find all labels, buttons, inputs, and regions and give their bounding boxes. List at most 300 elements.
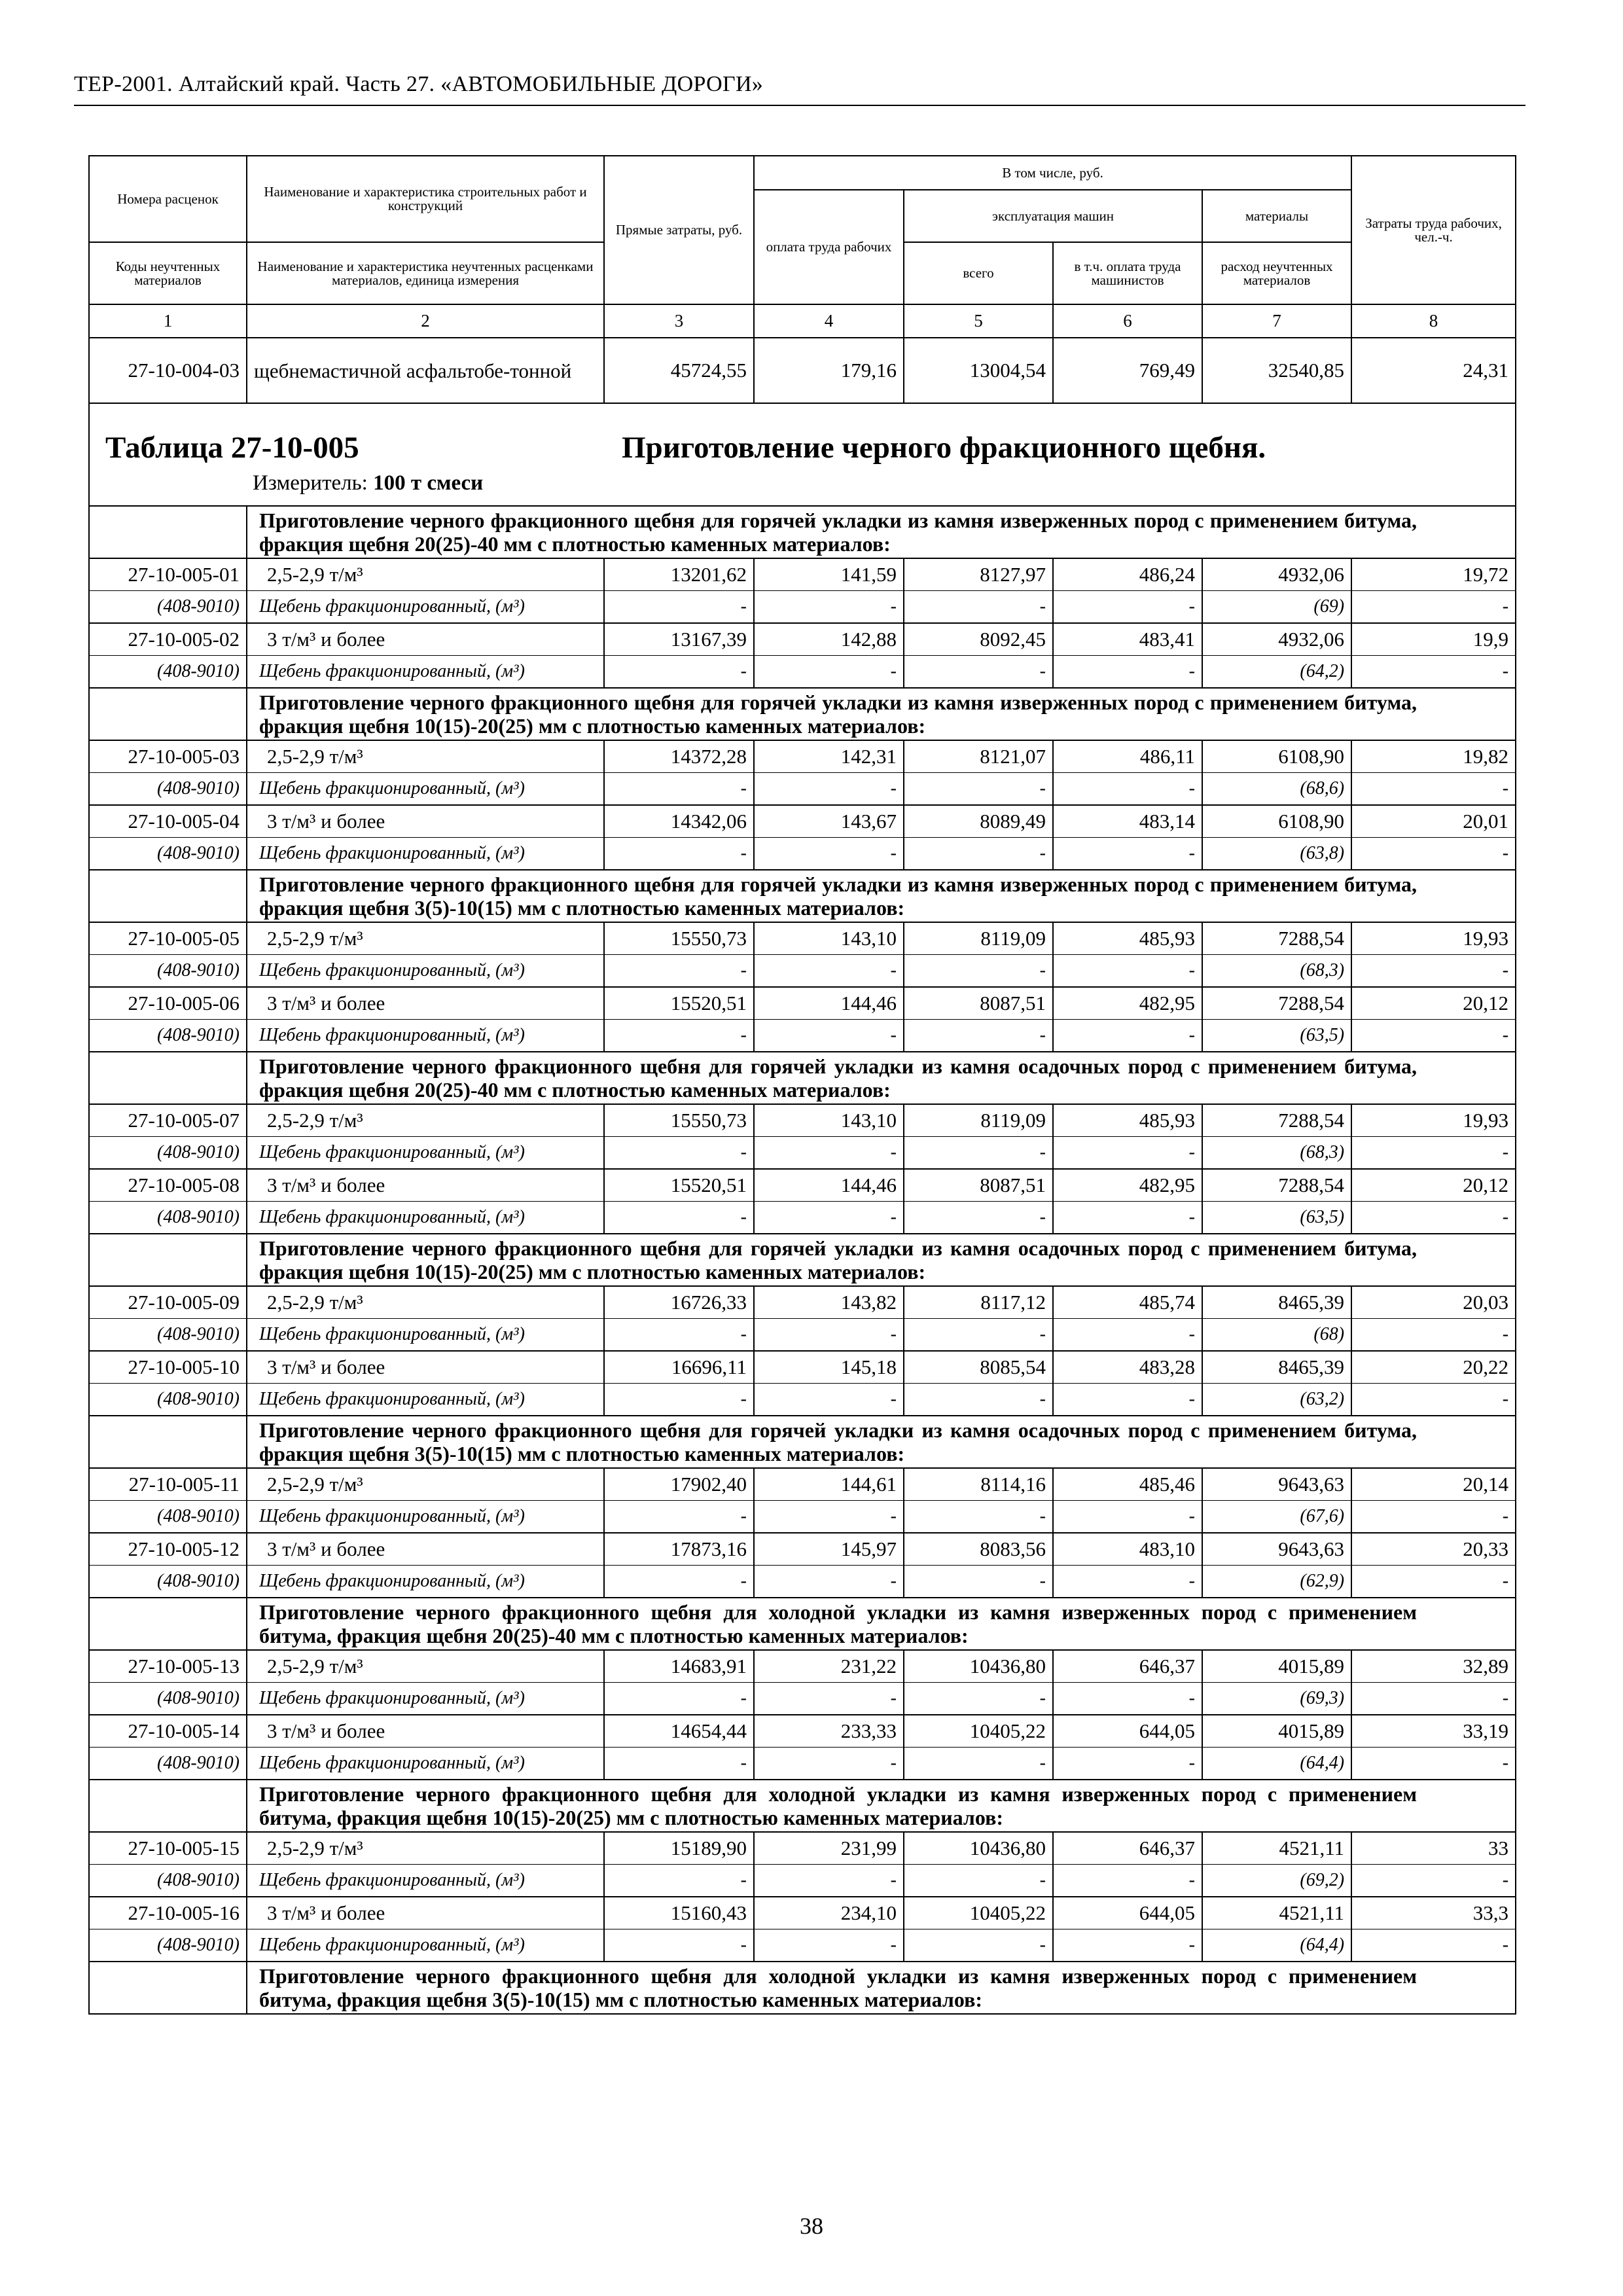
materials-cost: 7288,54 [1202,1169,1351,1202]
material-dash: - [904,1202,1053,1234]
machines-wages-cost: 483,28 [1053,1351,1202,1384]
col-machines-total: всего [904,242,1053,304]
materials-cost: 8465,39 [1202,1351,1351,1384]
wages-cost: 233,33 [754,1715,904,1748]
section-row [89,1780,1516,1832]
material-name: Щебень фракционированный, (м³) [247,1384,604,1416]
rate-name: 2,5-2,9 т/м³ [247,558,604,591]
material-code: (408-9010) [89,1202,247,1234]
material-dash: - [1053,1865,1202,1897]
material-dash: - [1053,1501,1202,1534]
rate-code: 27-10-005-04 [89,805,247,838]
machines-wages-cost: 485,93 [1053,922,1202,955]
material-consumption: (68,3) [1202,955,1351,988]
wages-cost: 142,31 [754,740,904,773]
material-code: (408-9010) [89,1319,247,1352]
material-row [89,838,1516,870]
direct-cost: 14342,06 [604,805,754,838]
labor-cost: 19,93 [1351,922,1516,955]
labor-cost: 19,72 [1351,558,1516,591]
direct-cost: 13167,39 [604,623,754,656]
section-spacer [89,1780,247,1832]
material-dash: - [1053,1137,1202,1170]
column-numbers-row [89,304,1516,338]
material-dash: - [604,1683,754,1715]
materials-cost: 7288,54 [1202,987,1351,1020]
machines-cost: 8092,45 [904,623,1053,656]
material-dash: - [754,1748,904,1780]
material-dash: - [604,1566,754,1598]
material-code: (408-9010) [89,955,247,988]
material-dash: - [904,591,1053,624]
machines-cost: 8083,56 [904,1533,1053,1566]
material-dash: - [1053,1929,1202,1962]
rate-code: 27-10-004-03 [89,338,247,403]
material-name: Щебень фракционированный, (м³) [247,773,604,806]
section-spacer [89,1416,247,1468]
direct-cost: 15189,90 [604,1832,754,1865]
material-dash: - [754,955,904,988]
machines-cost: 10436,80 [904,1832,1053,1865]
rate-name: щебнемастичной асфальтобе-тонной [247,338,604,403]
section-spacer [89,1052,247,1104]
direct-cost: 14372,28 [604,740,754,773]
rate-name: 3 т/м³ и более [247,623,604,656]
machines-cost: 10436,80 [904,1650,1053,1683]
direct-cost: 13201,62 [604,558,754,591]
rate-code: 27-10-005-11 [89,1468,247,1501]
machines-cost: 13004,54 [904,338,1053,403]
wages-cost: 231,99 [754,1832,904,1865]
material-code: (408-9010) [89,1865,247,1897]
meter-value: 100 т смеси [373,471,484,495]
machines-wages-cost: 486,24 [1053,558,1202,591]
col-number: 3 [604,304,754,338]
material-dash: - [754,1384,904,1416]
table-title-row [89,403,1516,506]
materials-cost: 4015,89 [1202,1650,1351,1683]
material-dash: - [1351,1929,1516,1962]
material-dash: - [754,591,904,624]
material-dash: - [604,1137,754,1170]
material-dash: - [754,1929,904,1962]
material-dash: - [1351,1137,1516,1170]
wages-cost: 145,18 [754,1351,904,1384]
material-consumption: (69) [1202,591,1351,624]
machines-wages-cost: 485,93 [1053,1104,1202,1137]
material-code: (408-9010) [89,656,247,689]
material-code: (408-9010) [89,773,247,806]
material-dash: - [604,1319,754,1352]
material-dash: - [1351,838,1516,870]
rate-name: 3 т/м³ и более [247,987,604,1020]
material-name: Щебень фракционированный, (м³) [247,838,604,870]
material-code: (408-9010) [89,1384,247,1416]
running-header: ТЕР-2001. Алтайский край. Часть 27. «АВТОМОБИЛЬНЫЕ ДОРОГИ» [74,72,764,96]
labor-cost: 20,12 [1351,1169,1516,1202]
direct-cost: 14683,91 [604,1650,754,1683]
material-dash: - [1351,656,1516,689]
section-row [89,506,1516,558]
material-consumption: (69,3) [1202,1683,1351,1715]
rate-code: 27-10-005-05 [89,922,247,955]
material-dash: - [1053,1020,1202,1052]
material-consumption: (67,6) [1202,1501,1351,1534]
col-machines: эксплуатация машин [904,190,1202,242]
materials-cost: 7288,54 [1202,1104,1351,1137]
material-consumption: (63,8) [1202,838,1351,870]
material-dash: - [904,1319,1053,1352]
col-direct: Прямые затраты, руб. [604,156,754,304]
section-spacer [89,870,247,922]
section-spacer [89,506,247,558]
price-table [88,155,1516,2015]
material-dash: - [1053,1384,1202,1416]
direct-cost: 15520,51 [604,987,754,1020]
material-row [89,1137,1516,1170]
material-dash: - [1351,773,1516,806]
direct-cost: 14654,44 [604,1715,754,1748]
section-title: Приготовление черного фракционного щебня для горячей укладки из камня осадочных пород с применением битума, фракция щебня 3(5)-10(15) мм с плотностью каменных материалов: [247,1416,1516,1468]
machines-cost: 8087,51 [904,987,1053,1020]
material-dash: - [754,1865,904,1897]
materials-cost: 9643,63 [1202,1533,1351,1566]
direct-cost: 16696,11 [604,1351,754,1384]
wages-cost: 143,82 [754,1286,904,1319]
direct-cost: 16726,33 [604,1286,754,1319]
table-row [89,558,1516,591]
col-number: 6 [1053,304,1202,338]
material-name: Щебень фракционированный, (м³) [247,1929,604,1962]
machines-wages-cost: 644,05 [1053,1715,1202,1748]
direct-cost: 17873,16 [604,1533,754,1566]
rate-name: 3 т/м³ и более [247,1715,604,1748]
table-row [89,740,1516,773]
material-row [89,1929,1516,1962]
rate-code: 27-10-005-08 [89,1169,247,1202]
material-dash: - [754,1683,904,1715]
material-consumption: (62,9) [1202,1566,1351,1598]
material-code: (408-9010) [89,1501,247,1534]
material-name: Щебень фракционированный, (м³) [247,1137,604,1170]
materials-cost: 6108,90 [1202,805,1351,838]
table-row [89,1286,1516,1319]
col-number: 1 [89,304,247,338]
col-number: 2 [247,304,604,338]
materials-cost: 9643,63 [1202,1468,1351,1501]
material-row [89,656,1516,689]
table-caption: Приготовление черного фракционного щебня. [622,431,1266,465]
material-dash: - [1351,1748,1516,1780]
material-consumption: (68,6) [1202,773,1351,806]
material-consumption: (64,2) [1202,656,1351,689]
material-dash: - [1351,955,1516,988]
machines-cost: 8117,12 [904,1286,1053,1319]
section-row [89,1598,1516,1650]
material-dash: - [904,838,1053,870]
header-row-1 [89,156,1516,190]
materials-cost: 4521,11 [1202,1897,1351,1929]
material-dash: - [604,1020,754,1052]
meter-label: Измеритель: [253,471,368,495]
rate-code: 27-10-005-10 [89,1351,247,1384]
rate-code: 27-10-005-07 [89,1104,247,1137]
col-machines-wages: в т.ч. оплата труда машинистов [1053,242,1202,304]
rate-code: 27-10-005-15 [89,1832,247,1865]
materials-cost: 32540,85 [1202,338,1351,403]
col-name-top: Наименование и характеристика строительных работ и конструкций [247,156,604,242]
material-name: Щебень фракционированный, (м³) [247,591,604,624]
material-dash: - [604,1929,754,1962]
machines-wages-cost: 483,41 [1053,623,1202,656]
section-spacer [89,1234,247,1286]
machines-cost: 8121,07 [904,740,1053,773]
rate-name: 2,5-2,9 т/м³ [247,1832,604,1865]
material-name: Щебень фракционированный, (м³) [247,656,604,689]
price-table-body [89,338,1516,2014]
table-row [89,922,1516,955]
material-dash: - [604,1202,754,1234]
rate-code: 27-10-005-13 [89,1650,247,1683]
rate-name: 2,5-2,9 т/м³ [247,1468,604,1501]
material-name: Щебень фракционированный, (м³) [247,1020,604,1052]
rate-name: 2,5-2,9 т/м³ [247,740,604,773]
rate-name: 3 т/м³ и более [247,805,604,838]
material-dash: - [904,773,1053,806]
wages-cost: 143,10 [754,922,904,955]
material-dash: - [604,1501,754,1534]
wages-cost: 142,88 [754,623,904,656]
col-number: 8 [1351,304,1516,338]
labor-cost: 20,33 [1351,1533,1516,1566]
material-row [89,955,1516,988]
labor-cost: 19,9 [1351,623,1516,656]
rate-code: 27-10-005-14 [89,1715,247,1748]
machines-cost: 8119,09 [904,1104,1053,1137]
section-spacer [89,688,247,740]
labor-cost: 20,12 [1351,987,1516,1020]
material-row [89,1566,1516,1598]
material-dash: - [604,1748,754,1780]
material-dash: - [904,1865,1053,1897]
material-dash: - [1053,1202,1202,1234]
wages-cost: 234,10 [754,1897,904,1929]
material-code: (408-9010) [89,1748,247,1780]
material-dash: - [754,1566,904,1598]
rate-code: 27-10-005-09 [89,1286,247,1319]
col-including: В том числе, руб. [754,156,1351,190]
material-name: Щебень фракционированный, (м³) [247,1683,604,1715]
material-dash: - [904,656,1053,689]
labor-cost: 33,19 [1351,1715,1516,1748]
materials-cost: 8465,39 [1202,1286,1351,1319]
rate-name: 2,5-2,9 т/м³ [247,1650,604,1683]
material-dash: - [1351,1566,1516,1598]
col-number: 5 [904,304,1053,338]
section-title: Приготовление черного фракционного щебня для горячей укладки из камня изверженных пород с применением битума, фракция щебня 3(5)-10(15) мм с плотностью каменных материалов: [247,870,1516,922]
material-dash: - [754,1020,904,1052]
material-consumption: (63,2) [1202,1384,1351,1416]
section-title: Приготовление черного фракционного щебня для холодной укладки из камня изверженных пород с применением битума, фракция щебня 20(25)-40 мм с плотностью каменных материалов: [247,1598,1516,1650]
col-name-bottom: Наименование и характеристика неучтенных расценками материалов, единица измерения [247,242,604,304]
material-code: (408-9010) [89,591,247,624]
page-number: 38 [800,2213,823,2239]
labor-cost: 24,31 [1351,338,1516,403]
wages-cost: 179,16 [754,338,904,403]
labor-cost: 19,82 [1351,740,1516,773]
table-meter [253,471,483,495]
col-wages: оплата труда рабочих [754,190,904,304]
material-dash: - [754,1202,904,1234]
section-title: Приготовление черного фракционного щебня для горячей укладки из камня изверженных пород с применением битума, фракция щебня 20(25)-40 мм с плотностью каменных материалов: [247,506,1516,558]
machines-wages-cost: 644,05 [1053,1897,1202,1929]
table-row [89,1715,1516,1748]
material-dash: - [754,656,904,689]
direct-cost: 15550,73 [604,1104,754,1137]
material-name: Щебень фракционированный, (м³) [247,1501,604,1534]
machines-wages-cost: 483,10 [1053,1533,1202,1566]
table-row [89,338,1516,403]
material-code: (408-9010) [89,1929,247,1962]
labor-cost: 33,3 [1351,1897,1516,1929]
col-code-top: Номера расценок [89,156,247,242]
table-row [89,1468,1516,1501]
table-row [89,1832,1516,1865]
machines-cost: 8089,49 [904,805,1053,838]
labor-cost: 20,01 [1351,805,1516,838]
material-row [89,1384,1516,1416]
material-dash: - [1053,656,1202,689]
material-consumption: (64,4) [1202,1929,1351,1962]
rate-code: 27-10-005-16 [89,1897,247,1929]
material-dash: - [904,1501,1053,1534]
table-row [89,1104,1516,1137]
material-row [89,591,1516,624]
material-dash: - [1053,1566,1202,1598]
machines-cost: 10405,22 [904,1897,1053,1929]
material-consumption: (64,4) [1202,1748,1351,1780]
col-materials: материалы [1202,190,1351,242]
machines-cost: 8087,51 [904,1169,1053,1202]
material-row [89,773,1516,806]
materials-cost: 7288,54 [1202,922,1351,955]
labor-cost: 19,93 [1351,1104,1516,1137]
section-row [89,1416,1516,1468]
materials-cost: 4521,11 [1202,1832,1351,1865]
direct-cost: 15550,73 [604,922,754,955]
material-name: Щебень фракционированный, (м³) [247,1865,604,1897]
material-dash: - [1053,591,1202,624]
header-rule [74,105,1525,106]
material-code: (408-9010) [89,1566,247,1598]
material-dash: - [904,1566,1053,1598]
wages-cost: 144,46 [754,987,904,1020]
direct-cost: 17902,40 [604,1468,754,1501]
material-dash: - [904,955,1053,988]
rate-name: 3 т/м³ и более [247,1897,604,1929]
material-dash: - [1351,1683,1516,1715]
material-consumption: (69,2) [1202,1865,1351,1897]
material-dash: - [1351,1501,1516,1534]
machines-cost: 8085,54 [904,1351,1053,1384]
material-code: (408-9010) [89,1020,247,1052]
rate-name: 3 т/м³ и более [247,1169,604,1202]
section-title: Приготовление черного фракционного щебня для холодной укладки из камня изверженных пород с применением битума, фракция щебня 10(15)-20(25) мм с плотностью каменных материалов: [247,1780,1516,1832]
material-dash: - [604,773,754,806]
price-table-wrapper [88,155,1515,2015]
material-name: Щебень фракционированный, (м³) [247,955,604,988]
section-row [89,1234,1516,1286]
material-dash: - [604,591,754,624]
material-code: (408-9010) [89,1137,247,1170]
material-dash: - [1351,1020,1516,1052]
machines-wages-cost: 483,14 [1053,805,1202,838]
material-dash: - [904,1020,1053,1052]
material-dash: - [1351,1202,1516,1234]
table-number: Таблица 27-10-005 [105,431,359,465]
direct-cost: 15160,43 [604,1897,754,1929]
section-row [89,1962,1516,2014]
section-title: Приготовление черного фракционного щебня для холодной укладки из камня изверженных пород с применением битума, фракция щебня 3(5)-10(15) мм с плотностью каменных материалов: [247,1962,1516,2014]
material-dash: - [604,838,754,870]
rate-code: 27-10-005-06 [89,987,247,1020]
material-row [89,1319,1516,1352]
section-row [89,870,1516,922]
material-dash: - [1351,1319,1516,1352]
wages-cost: 143,10 [754,1104,904,1137]
material-consumption: (68) [1202,1319,1351,1352]
material-dash: - [1351,1384,1516,1416]
rate-code: 27-10-005-12 [89,1533,247,1566]
material-dash: - [1351,591,1516,624]
wages-cost: 145,97 [754,1533,904,1566]
col-materials-unaccounted: расход неучтенных материалов [1202,242,1351,304]
wages-cost: 144,46 [754,1169,904,1202]
materials-cost: 4015,89 [1202,1715,1351,1748]
table-row [89,1650,1516,1683]
wages-cost: 144,61 [754,1468,904,1501]
wages-cost: 231,22 [754,1650,904,1683]
material-code: (408-9010) [89,838,247,870]
material-row [89,1202,1516,1234]
material-dash: - [904,1683,1053,1715]
machines-wages-cost: 769,49 [1053,338,1202,403]
material-dash: - [1053,838,1202,870]
material-dash: - [604,656,754,689]
rate-name: 2,5-2,9 т/м³ [247,922,604,955]
col-number: 7 [1202,304,1351,338]
materials-cost: 6108,90 [1202,740,1351,773]
material-row [89,1683,1516,1715]
material-row [89,1865,1516,1897]
material-dash: - [754,838,904,870]
labor-cost: 33 [1351,1832,1516,1865]
machines-cost: 8114,16 [904,1468,1053,1501]
material-name: Щебень фракционированный, (м³) [247,1748,604,1780]
material-dash: - [754,1501,904,1534]
material-consumption: (63,5) [1202,1202,1351,1234]
material-name: Щебень фракционированный, (м³) [247,1566,604,1598]
material-dash: - [1053,955,1202,988]
machines-wages-cost: 482,95 [1053,987,1202,1020]
material-consumption: (63,5) [1202,1020,1351,1052]
col-code-bottom: Коды неучтенных материалов [89,242,247,304]
section-spacer [89,1598,247,1650]
material-code: (408-9010) [89,1683,247,1715]
section-title: Приготовление черного фракционного щебня для горячей укладки из камня осадочных пород с применением битума, фракция щебня 10(15)-20(25) мм с плотностью каменных материалов: [247,1234,1516,1286]
machines-cost: 8127,97 [904,558,1053,591]
table-row [89,1351,1516,1384]
